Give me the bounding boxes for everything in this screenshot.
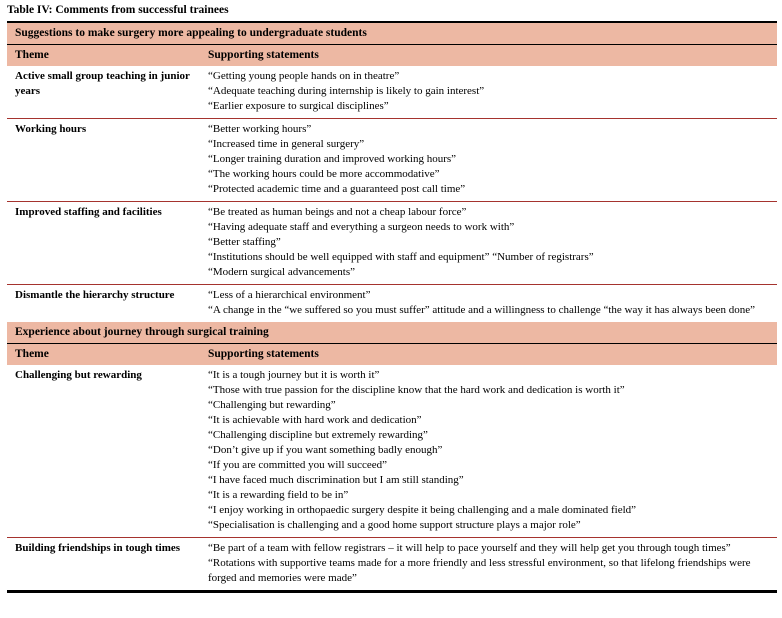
statement: “Earlier exposure to surgical disciplines” [208, 100, 389, 112]
statements-column-header: Supporting statements [208, 49, 319, 61]
statement: “Rotations with supportive teams made for a more friendly and less stressful environment, so that lifelong friendships were forged and memories were made” [208, 557, 751, 584]
section-header: Experience about journey through surgical training [7, 322, 777, 344]
statement: “Be treated as human beings and not a cheap labour force” [208, 206, 467, 218]
statement: “Be part of a team with fellow registrars – it will help to pace yourself and they will help get you through tough times” [208, 542, 731, 554]
comments-table [7, 21, 777, 593]
table-row [7, 365, 777, 537]
statement: “Getting young people hands on in theatre” [208, 70, 400, 82]
column-header-row [7, 45, 777, 66]
statement: “The working hours could be more accommodative” [208, 168, 440, 180]
statements-cell [201, 538, 777, 590]
statement: “Adequate teaching during internship is likely to gain interest” [208, 85, 485, 97]
statement: “Better staffing” [208, 236, 281, 248]
table-row [7, 118, 777, 201]
theme-cell: Active small group teaching in junior years [15, 70, 190, 97]
table-title: Table IV: Comments from successful trainees [7, 4, 229, 16]
statement: “Specialisation is challenging and a good home support structure plays a major role” [208, 519, 581, 531]
statement: “It is a rewarding field to be in” [208, 489, 349, 501]
statement: “It is achievable with hard work and dedication” [208, 414, 422, 426]
theme-cell: Dismantle the hierarchy structure [15, 289, 175, 301]
statement: “I have faced much discrimination but I am still standing” [208, 474, 464, 486]
statement: “Challenging but rewarding” [208, 399, 336, 411]
theme-cell: Working hours [15, 123, 87, 135]
table-row [7, 284, 777, 322]
theme-column-header: Theme [15, 348, 49, 360]
statements-cell [201, 202, 777, 284]
theme-cell: Building friendships in tough times [15, 542, 181, 554]
theme-cell: Improved staffing and facilities [15, 206, 162, 218]
statement: “It is a tough journey but it is worth it” [208, 369, 380, 381]
statement: “Don’t give up if you want something badly enough” [208, 444, 443, 456]
section-header: Suggestions to make surgery more appealing to undergraduate students [7, 23, 777, 45]
statement: “Challenging discipline but extremely rewarding” [208, 429, 428, 441]
statement: “Institutions should be well equipped with staff and equipment” “Number of registrars” [208, 251, 594, 263]
statement: “Modern surgical advancements” [208, 266, 356, 278]
statements-cell [201, 365, 777, 537]
statement: “Having adequate staff and everything a surgeon needs to work with” [208, 221, 515, 233]
statement: “Increased time in general surgery” [208, 138, 365, 150]
statement: “Those with true passion for the discipline know that the hard work and dedication is worth it” [208, 384, 625, 396]
table-row [7, 201, 777, 284]
table-row [7, 66, 777, 118]
statements-cell [201, 66, 777, 118]
statements-cell [201, 285, 777, 322]
statement: “Longer training duration and improved working hours” [208, 153, 457, 165]
statement: “Less of a hierarchical environment” [208, 289, 371, 301]
statements-column-header: Supporting statements [208, 348, 319, 360]
theme-cell: Challenging but rewarding [15, 369, 142, 381]
statement: “Protected academic time and a guaranteed post call time” [208, 183, 466, 195]
statements-cell [201, 119, 777, 201]
statement: “A change in the “we suffered so you must suffer” attitude and a willingness to challenge “the way it has always been done” [208, 304, 755, 316]
table-row [7, 537, 777, 590]
statement: “I enjoy working in orthopaedic surgery despite it being challenging and a male dominated field” [208, 504, 637, 516]
column-header-row [7, 344, 777, 365]
statement: “Better working hours” [208, 123, 312, 135]
theme-column-header: Theme [15, 49, 49, 61]
statement: “If you are committed you will succeed” [208, 459, 387, 471]
